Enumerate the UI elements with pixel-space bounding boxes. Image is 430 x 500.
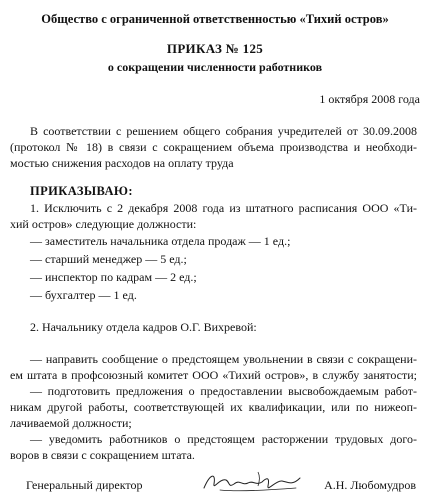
order-subtitle: о сокращении численности работников xyxy=(107,60,323,74)
order-date: 1 октября 2008 года xyxy=(319,92,420,106)
action-line: — уведомить работников о предстоящем расторжении трудовых дого- xyxy=(30,432,417,446)
preamble-line-3: мостью снижения расходов на оплату труда xyxy=(10,156,234,170)
preamble-line-1: В соответствии с решением общего собрания учредителей от 30.09.2008 xyxy=(30,124,417,138)
action-line: никам другой работы, соответствующей их квалификации, или по нижеоп- xyxy=(10,400,417,414)
action-line: ем штата в профсоюзный комитет ООО «Тихий остров», в службу занятости; xyxy=(10,368,417,382)
position-item: — заместитель начальника отдела продаж — 1 ед.; xyxy=(30,234,291,248)
organization-name: Общество с ограниченной ответственностью «Тихий остров» xyxy=(41,12,389,26)
signature-name: А.Н. Любомудров xyxy=(324,478,416,492)
position-item: — инспектор по кадрам — 2 ед.; xyxy=(30,270,197,284)
item1-line-1: 1. Исключить с 2 декабря 2008 года из штатного расписания ООО «Ти- xyxy=(30,201,417,215)
item2-heading: 2. Начальнику отдела кадров О.Г. Вихревой: xyxy=(30,320,257,334)
handwritten-signature-icon xyxy=(200,466,310,496)
action-line: лачиваемой должности; xyxy=(10,416,132,430)
signature-role: Генеральный директор xyxy=(26,478,143,492)
position-item: — старший менеджер — 5 ед.; xyxy=(30,252,187,266)
action-line: воров в связи с сокращением штата. xyxy=(10,448,195,462)
item1-line-2: хий остров» следующие должности: xyxy=(10,217,197,231)
order-title: ПРИКАЗ № 125 xyxy=(166,41,264,56)
position-item: — бухгалтер — 1 ед. xyxy=(30,288,137,302)
preamble-line-2: (протокол № 18) в связи с сокращением объема производства и необходи- xyxy=(10,140,417,154)
action-line: — подготовить предложения о предоставлении высвобождаемым работ- xyxy=(30,384,417,398)
action-line: — направить сообщение о предстоящем увольнении в связи с сокращени- xyxy=(30,352,417,366)
order-heading: ПРИКАЗЫВАЮ: xyxy=(30,184,133,198)
